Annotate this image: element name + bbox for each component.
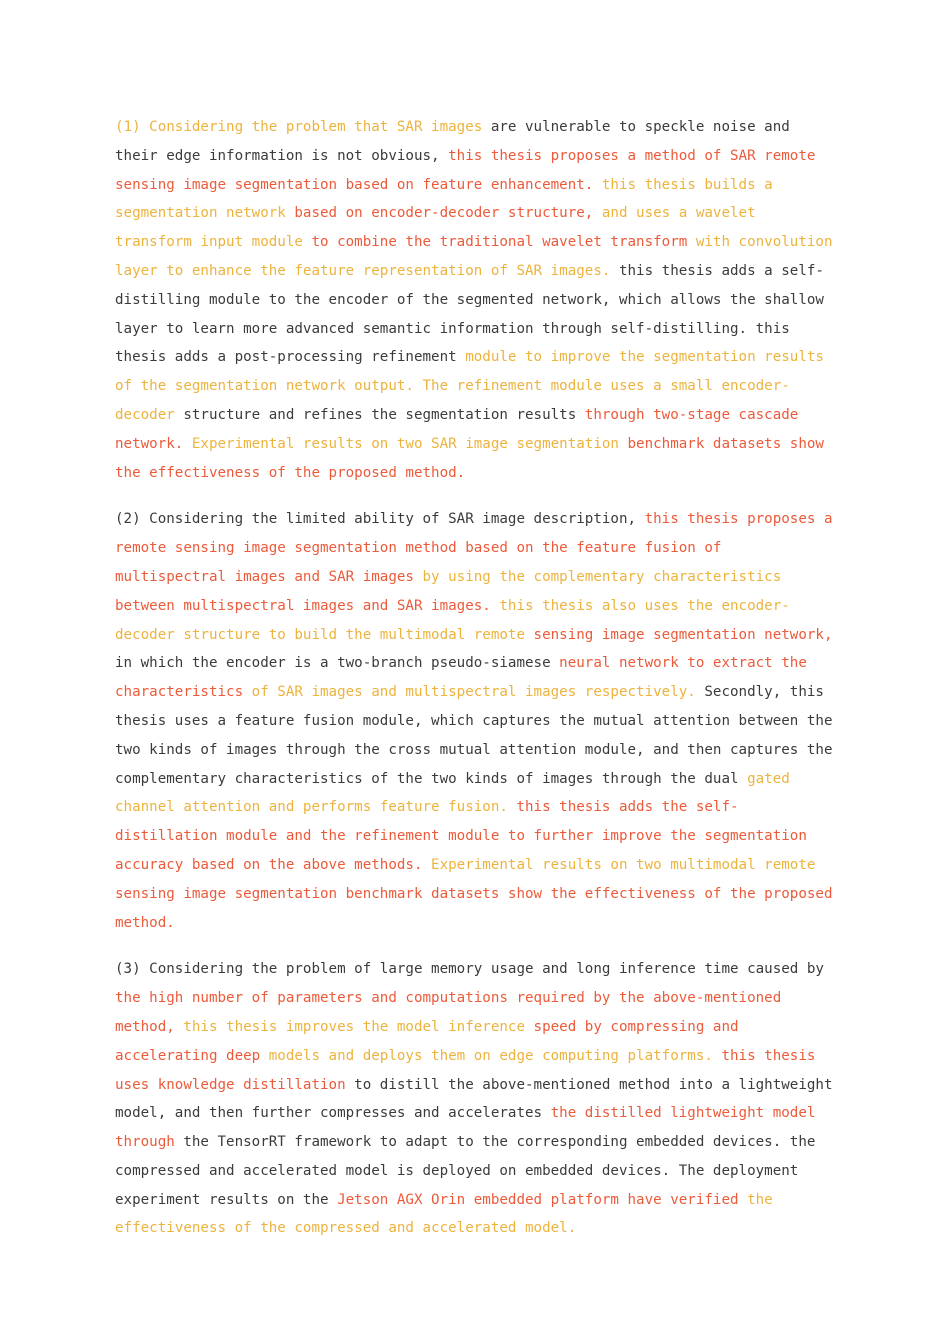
text-segment-red: the distilled lightweight model through <box>115 1105 816 1151</box>
text-segment-plain: are vulnerable to speckle noise and their edge information is not obvious, <box>115 119 790 164</box>
text-segment-plain: (3) Considering the problem of large memory usage and long inference time caused by <box>115 961 824 978</box>
text-segment-yellow: this thesis builds a segmentation network <box>115 176 773 222</box>
text-segment-yellow: models and deploys them on edge computing platforms. <box>260 1047 713 1064</box>
text-segment-red: this thesis uses knowledge distillation <box>115 1047 816 1093</box>
text-segment-plain: to distill the above-mentioned method into a lightweight model, and then further compresses and accelerates <box>115 1076 833 1122</box>
text-segment-plain: in which the encoder is a two-branch pseudo-siamese <box>115 655 560 672</box>
text-segment-plain: structure and refines the segmentation results <box>174 406 585 423</box>
text-segment-yellow: with convolution layer to enhance the feature representation of SAR images. <box>115 234 833 279</box>
text-segment-red: sensing image segmentation network, <box>525 626 833 643</box>
text-segment-red: this thesis adds the self-distillation module and the refinement module to further improve the segmentation accuracy based on the above methods. <box>115 799 807 873</box>
text-segment-red: neural network to extract the characteristics <box>115 655 807 701</box>
text-segment-plain: the TensorRT framework to adapt to the corresponding embedded devices. the compressed and accelerated model is deployed on embedded devices. The deployment experiment results on the <box>115 1134 816 1208</box>
text-segment-yellow: by using the complementary characteristics <box>413 568 782 585</box>
text-segment-red: this thesis proposes a method of SAR remote sensing image segmentation based on feature enhancement. <box>115 147 816 193</box>
paragraph-1 <box>115 113 833 487</box>
text-segment-plain: (2) Considering the limited ability of SAR image description, <box>115 511 645 528</box>
text-segment-yellow: gated channel attention and performs feature fusion. <box>115 770 790 816</box>
text-segment-yellow: this thesis improves the model inference <box>174 1018 526 1035</box>
text-segment-yellow: the effectiveness of the compressed and accelerated model. <box>115 1191 773 1237</box>
text-segment-red: between multispectral images and SAR images. <box>115 597 491 614</box>
text-segment-red: to combine the traditional wavelet transform <box>302 234 688 251</box>
text-segment-red: based on encoder-decoder structure, <box>285 205 594 222</box>
text-segment-yellow: and uses a wavelet transform input module <box>115 205 756 251</box>
paragraph-3 <box>115 955 833 1243</box>
text-segment-yellow: Experimental results on two SAR image segmentation <box>183 435 619 452</box>
text-segment-red: Jetson AGX Orin embedded platform have verified <box>337 1191 739 1208</box>
text-segment-yellow: this thesis also uses the encoder-decoder structure to build the multimodal remote <box>115 597 790 643</box>
text-segment-red: the high number of parameters and computations required by the above-mentioned method, <box>115 990 782 1035</box>
text-segment-yellow: (1) Considering the problem that SAR images <box>115 119 483 135</box>
document-body <box>115 113 833 1261</box>
text-segment-plain: this thesis adds a self-distilling module to the encoder of the segmented network, which allows the shallow layer to learn more advanced semantic information through self-distilling. this thesis adds a post-processing refinement <box>115 262 824 366</box>
text-segment-red: through two-stage cascade network. <box>115 406 799 452</box>
text-segment-yellow: of SAR images and multispectral images respectively. <box>243 684 696 701</box>
text-segment-red: this thesis proposes a remote sensing image segmentation method based on the feature fusion of multispectral images and SAR images <box>115 511 833 585</box>
text-segment-red: benchmark datasets show the effectiveness of the proposed method. <box>115 435 824 481</box>
text-segment-red: speed by compressing and accelerating deep <box>115 1018 739 1064</box>
text-segment-red: sensing image segmentation benchmark datasets show the effectiveness of the proposed method. <box>115 885 833 931</box>
paragraph-2 <box>115 505 833 937</box>
text-segment-yellow: module to improve the segmentation results of the segmentation network output. The refinement module uses a small encoder-decoder <box>115 349 824 423</box>
text-segment-plain: Secondly, this thesis uses a feature fusion module, which captures the mutual attention between the two kinds of images through the cross mutual attention module, and then captures the complementary characteristics of the two kinds of images through the dual <box>115 684 833 787</box>
text-segment-yellow: Experimental results on two multimodal remote <box>422 856 816 873</box>
